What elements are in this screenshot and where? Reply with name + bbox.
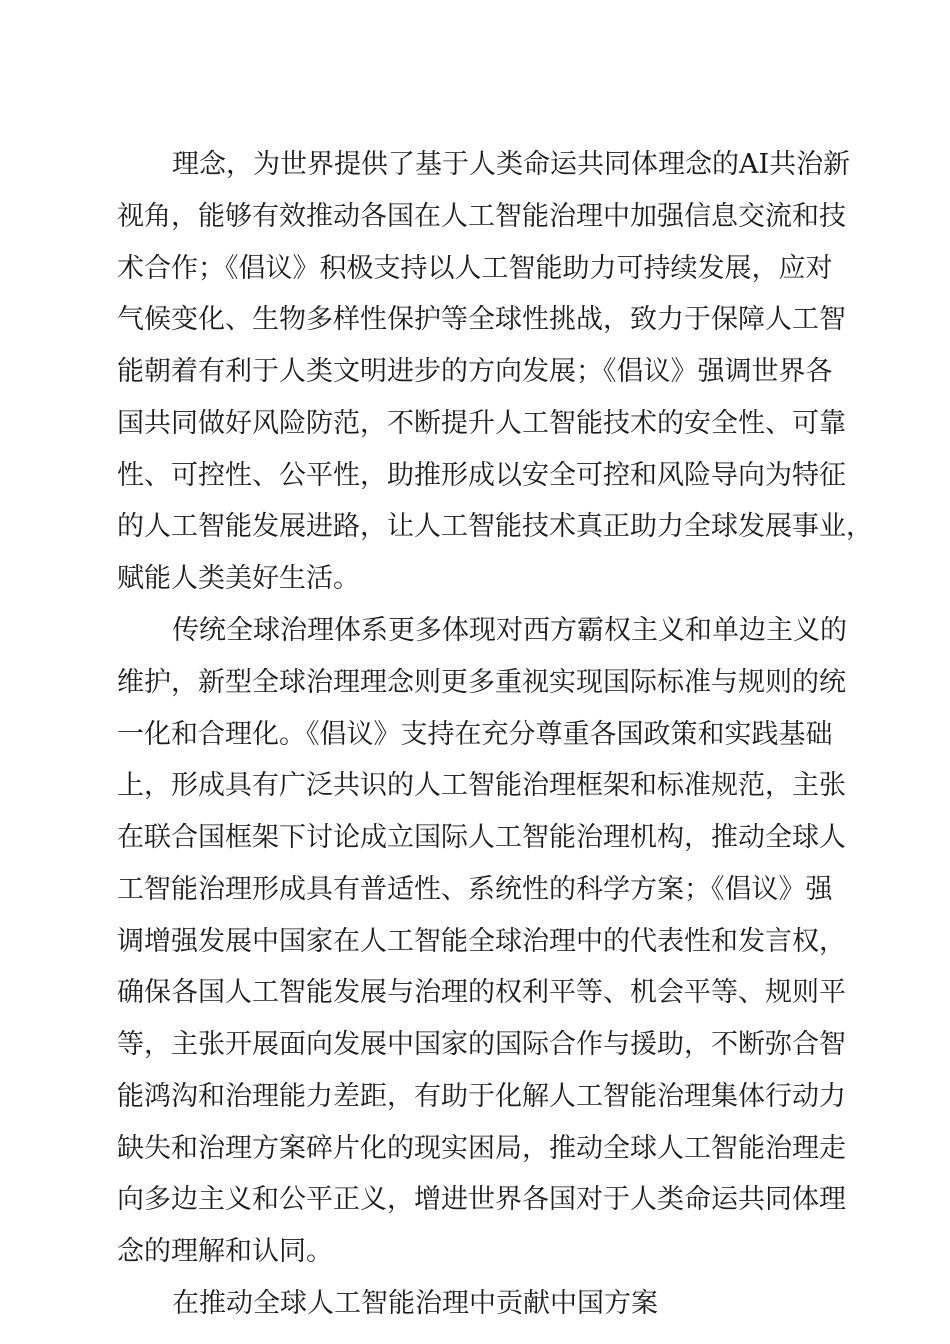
text-line: 赋能人类美好生活。 bbox=[117, 563, 360, 594]
text-line: 调增强发展中国家在人工智能全球治理中的代表性和发言权， bbox=[117, 926, 846, 957]
text-line: 理念，为世界提供了基于人类命运共同体理念的AI共治新 bbox=[172, 149, 851, 180]
text-line: 国共同做好风险防范，不断提升人工智能技术的安全性、可靠 bbox=[117, 408, 846, 439]
text-line: 缺失和治理方案碎片化的现实困局，推动全球人工智能治理走 bbox=[117, 1133, 846, 1164]
text-line: 一化和合理化。《倡议》支持在充分尊重各国政策和实践基础 bbox=[117, 719, 833, 750]
text-line: 能鸿沟和治理能力差距，有助于化解人工智能治理集体行动力 bbox=[117, 1081, 846, 1112]
text-line: 在联合国框架下讨论成立国际人工智能治理机构，推动全球人 bbox=[117, 822, 846, 853]
text-line: 确保各国人工智能发展与治理的权利平等、机会平等、规则平 bbox=[117, 977, 846, 1008]
text-line: 工智能治理形成具有普适性、系统性的科学方案；《倡议》强 bbox=[117, 874, 833, 905]
text-line: 视角，能够有效推动各国在人工智能治理中加强信息交流和技 bbox=[117, 201, 846, 232]
text-line: 维护，新型全球治理理念则更多重视实现国际标准与规则的统 bbox=[117, 667, 846, 698]
text-line: 上，形成具有广泛共识的人工智能治理框架和标准规范，主张 bbox=[117, 770, 846, 801]
text-line: 等，主张开展面向发展中国家的国际合作与援助，不断弥合智 bbox=[117, 1029, 846, 1060]
text-line: 传统全球治理体系更多体现对西方霸权主义和单边主义的 bbox=[172, 615, 847, 646]
text-line: 念的理解和认同。 bbox=[117, 1236, 333, 1267]
text-line: 术合作；《倡议》积极支持以人工智能助力可持续发展，应对 bbox=[117, 253, 833, 284]
text-line: 的人工智能发展进路，让人工智能技术真正助力全球发展事业， bbox=[117, 511, 873, 542]
section-heading: 在推动全球人工智能治理中贡献中国方案 bbox=[172, 1288, 658, 1319]
text-line: 性、可控性、公平性，助推形成以安全可控和风险导向为特征 bbox=[117, 460, 846, 491]
text-line: 向多边主义和公平正义，增进世界各国对于人类命运共同体理 bbox=[117, 1184, 846, 1215]
text-line: 能朝着有利于人类文明进步的方向发展；《倡议》强调世界各 bbox=[117, 356, 833, 387]
text-line: 气候变化、生物多样性保护等全球性挑战，致力于保障人工智 bbox=[117, 304, 846, 335]
